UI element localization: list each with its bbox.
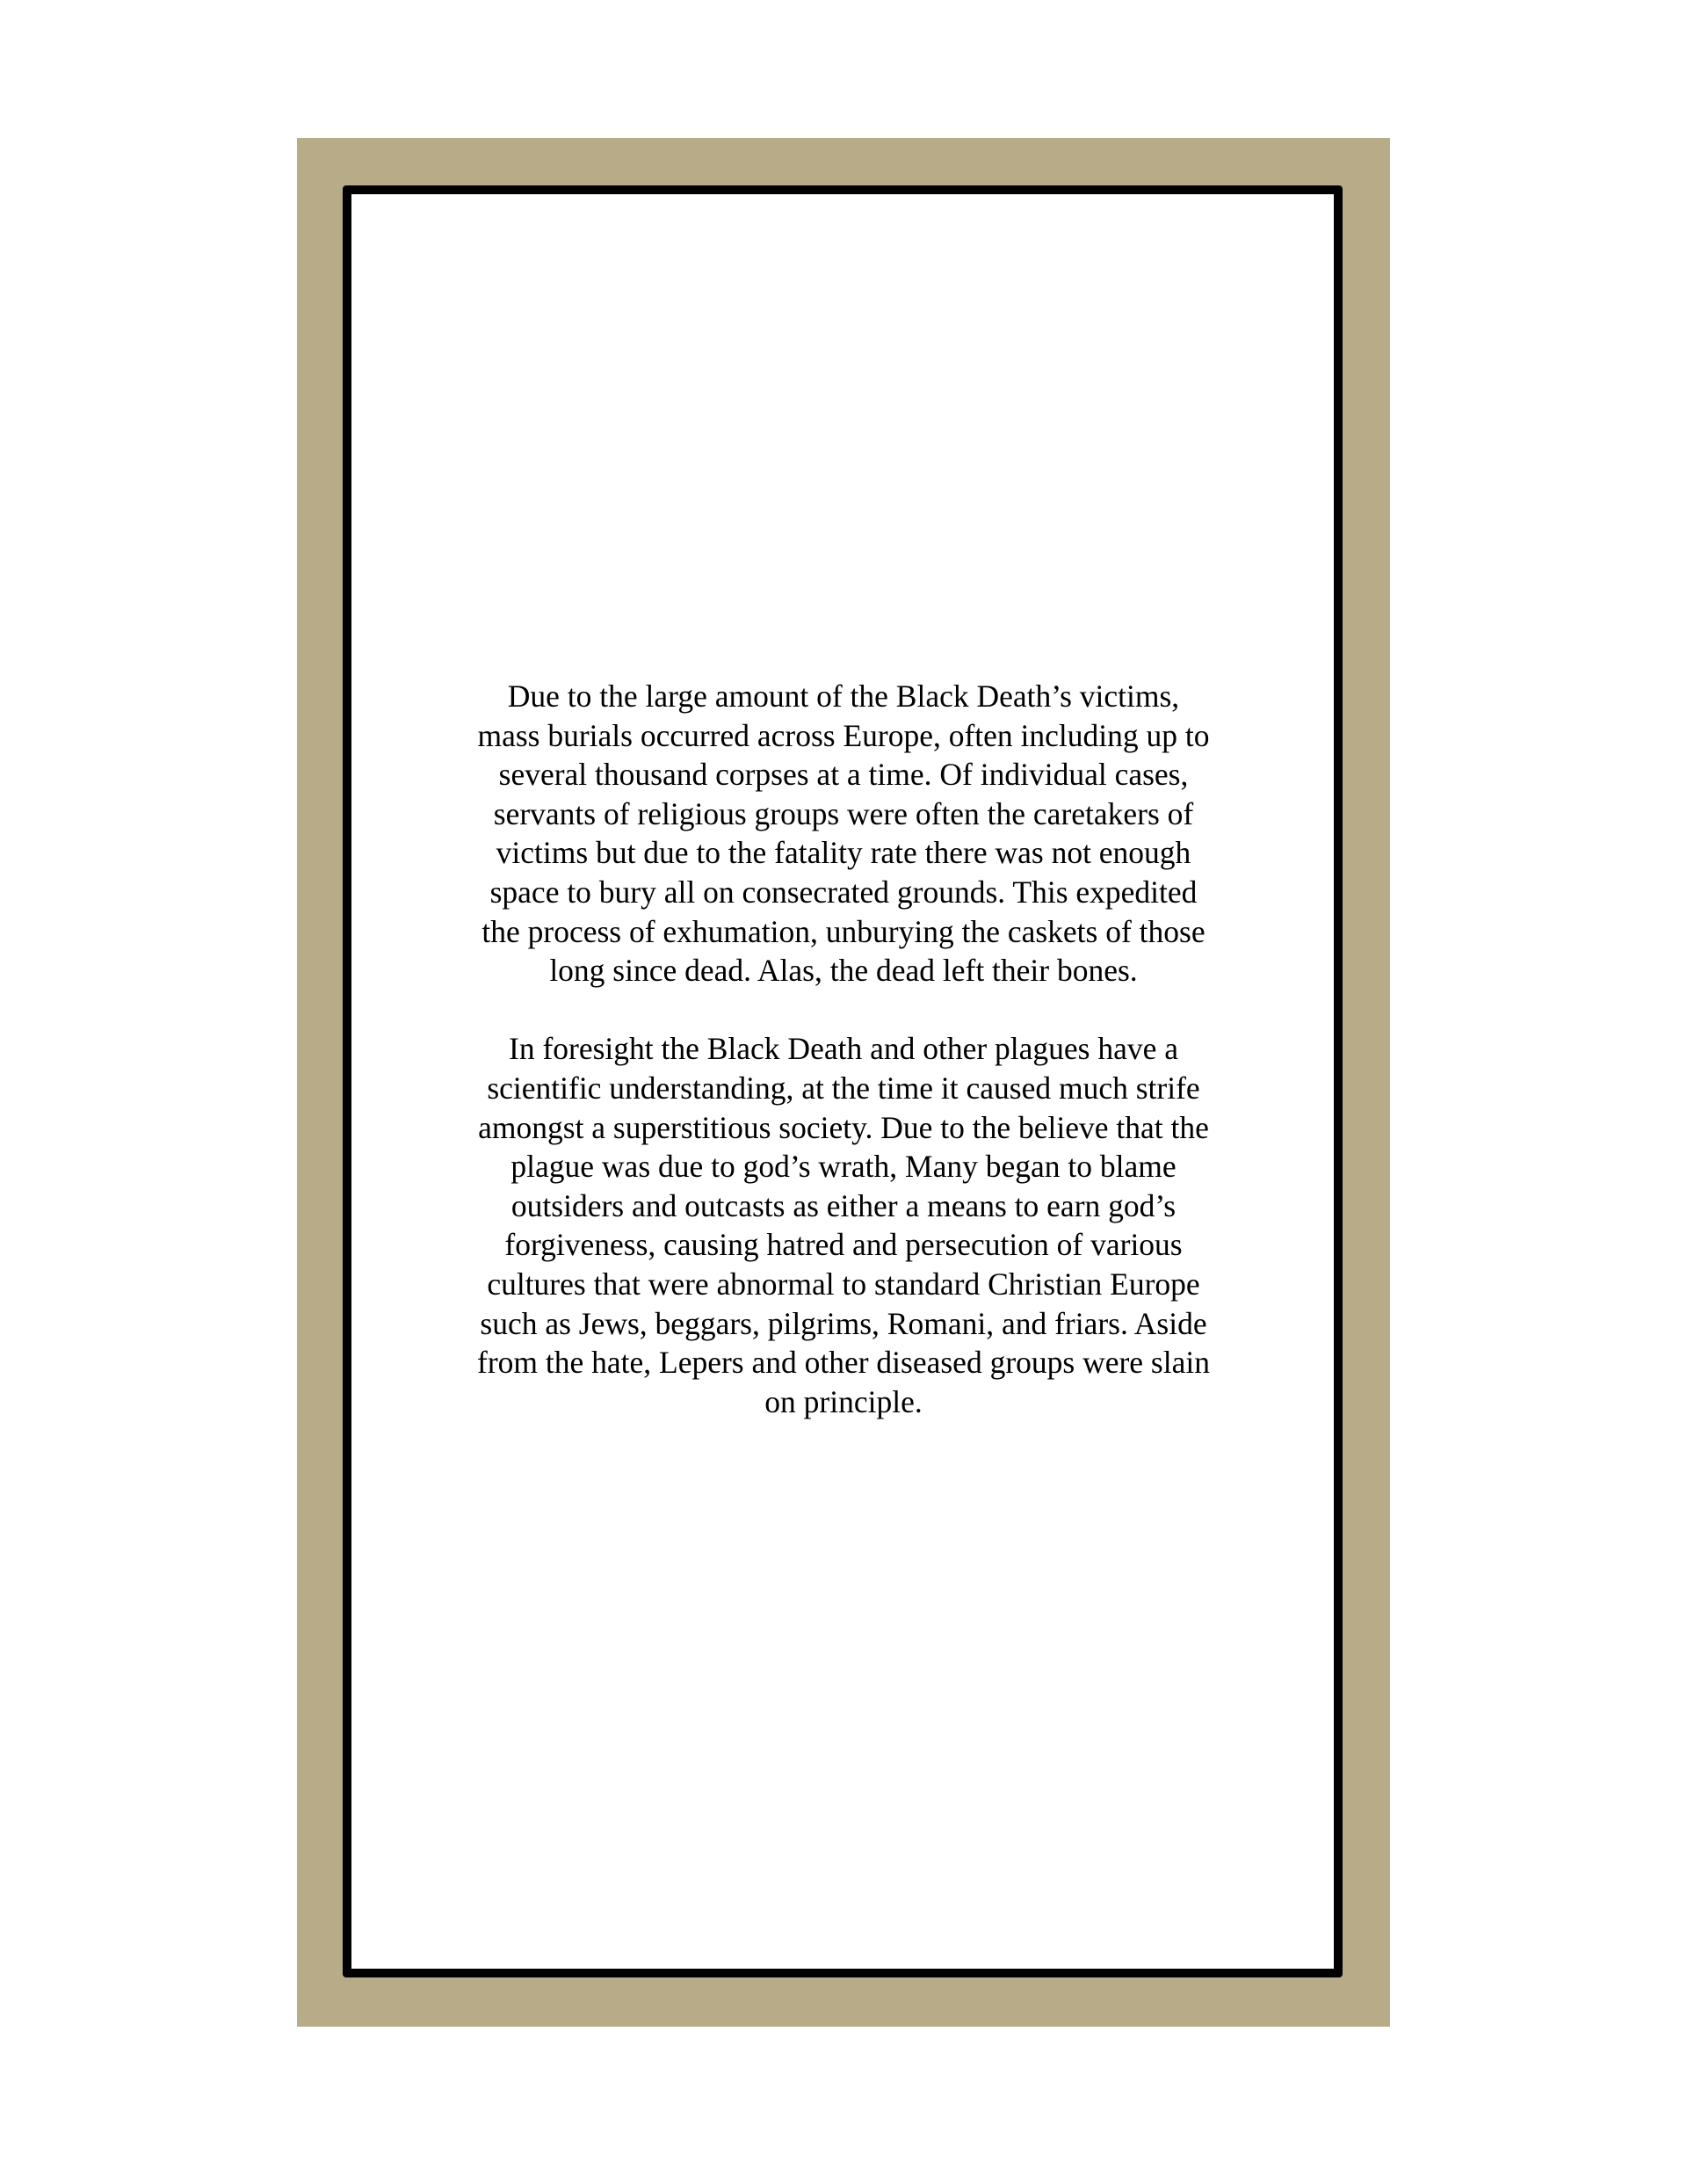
text-line: space to bury all on consecrated grounds. This expedited <box>489 874 1198 910</box>
text-line: victims but due to the fatality rate there was not enough <box>496 835 1191 871</box>
text-line: long since dead. Alas, the dead left their bones. <box>549 953 1138 989</box>
text-line: amongst a superstitious society. Due to the believe that the <box>478 1109 1209 1145</box>
text-line: Due to the large amount of the Black Death’s victims, <box>507 678 1180 714</box>
text-line: servants of religious groups were often the caretakers of <box>493 795 1194 831</box>
paragraph-1 <box>387 677 1300 990</box>
text-line: scientific understanding, at the time it caused much strife <box>487 1070 1200 1106</box>
text-line: several thousand corpses at a time. Of individual cases, <box>498 757 1189 793</box>
text-line: forgiveness, causing hatred and persecution of various <box>504 1227 1183 1263</box>
paragraph-2 <box>387 1029 1300 1421</box>
text-line: outsiders and outcasts as either a means to earn god’s <box>510 1187 1177 1223</box>
text-line: mass burials occurred across Europe, often including up to <box>477 717 1210 753</box>
text-line: In foresight the Black Death and other plagues have a <box>509 1031 1178 1067</box>
text-line: such as Jews, beggars, pilgrims, Romani, and friars. Aside <box>480 1305 1207 1341</box>
text-line: on principle. <box>764 1383 923 1419</box>
text-line: the process of exhumation, unburying the caskets of those <box>481 913 1206 949</box>
body-text <box>387 677 1300 1461</box>
text-line: from the hate, Lepers and other diseased groups were slain <box>477 1345 1210 1381</box>
text-line: cultures that were abnormal to standard Christian Europe <box>487 1266 1200 1302</box>
text-line: plague was due to god’s wrath, Many began to blame <box>510 1149 1177 1185</box>
